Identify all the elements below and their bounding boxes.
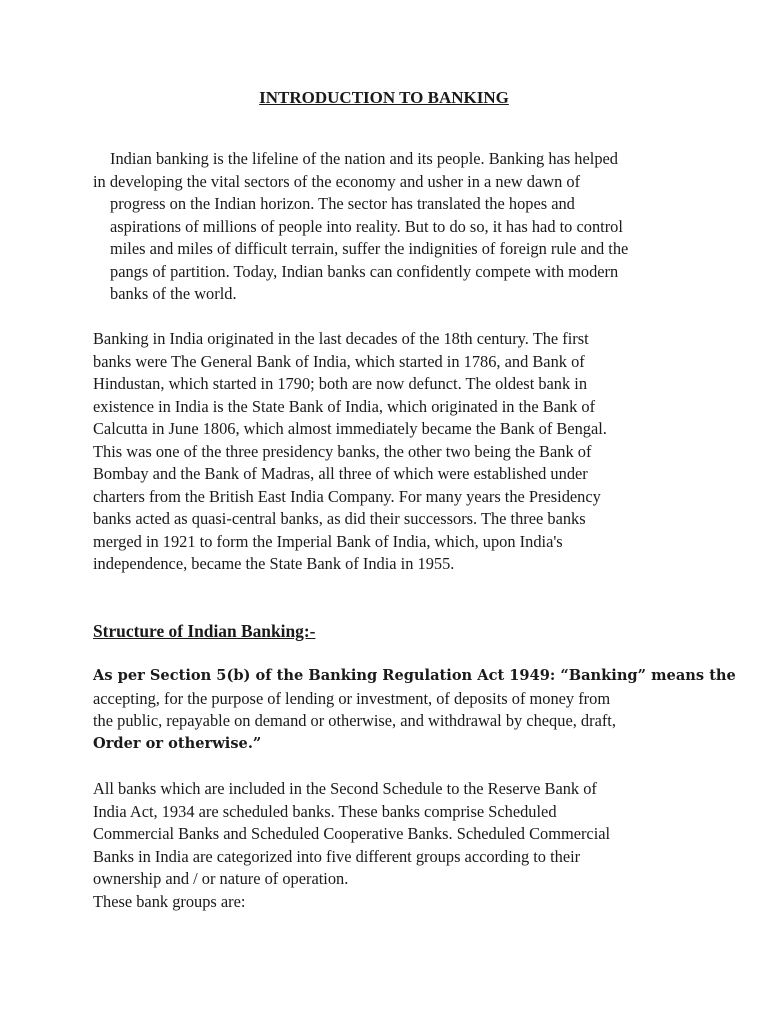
text-line: pangs of partition. Today, Indian banks can confidently compete with modern bbox=[110, 261, 619, 281]
text-line: in developing the vital sectors of the economy and usher in a new dawn of bbox=[93, 171, 581, 191]
text-line: accepting, for the purpose of lending or investment, of deposits of money from bbox=[93, 688, 611, 708]
text-line: merged in 1921 to form the Imperial Bank of India, which, upon India's bbox=[93, 531, 563, 551]
text-line: miles and miles of difficult terrain, suffer the indignities of foreign rule and the bbox=[110, 239, 629, 258]
text-line: banks acted as quasi-central banks, as did their successors. The three banks bbox=[93, 509, 586, 528]
text-line: Bombay and the Bank of Madras, all three of which were established under bbox=[93, 464, 588, 483]
text-line: Hindustan, which started in 1790; both are now defunct. The oldest bank in bbox=[93, 374, 588, 393]
scheduled-banks-paragraph bbox=[93, 778, 683, 913]
text-line: progress on the Indian horizon. The sector has translated the hopes and bbox=[110, 194, 575, 213]
text-line: Calcutta in June 1806, which almost immediately became the Bank of Bengal. bbox=[93, 419, 607, 438]
text-line: banks were The General Bank of India, which started in 1786, and Bank of bbox=[93, 351, 585, 371]
text-line: banks of the world. bbox=[110, 284, 237, 303]
text-line: aspirations of millions of people into reality. But to do so, it has had to control bbox=[110, 216, 623, 236]
text-line: All banks which are included in the Second Schedule to the Reserve Bank of bbox=[93, 779, 597, 798]
text-line: Banks in India are categorized into five different groups according to their bbox=[93, 846, 581, 866]
text-line: Indian banking is the lifeline of the nation and its people. Banking has helped bbox=[110, 149, 618, 168]
text-line: existence in India is the State Bank of India, which originated in the Bank of bbox=[93, 396, 596, 416]
text-line: As per Section 5(b) of the Banking Regulation Act 1949: “Banking” means the bbox=[93, 667, 736, 684]
text-line: ownership and / or nature of operation. bbox=[93, 869, 349, 888]
history-paragraph bbox=[93, 328, 683, 576]
text-line: India Act, 1934 are scheduled banks. These banks comprise Scheduled bbox=[93, 801, 557, 821]
text-line: the public, repayable on demand or otherwise, and withdrawal by cheque, draft, bbox=[93, 711, 616, 730]
section-heading: Structure of Indian Banking:- bbox=[93, 621, 316, 641]
text-line: independence, became the State Bank of India in 1955. bbox=[93, 554, 455, 573]
text-line: charters from the British East India Company. For many years the Presidency bbox=[93, 486, 601, 506]
text-line: Commercial Banks and Scheduled Cooperative Banks. Scheduled Commercial bbox=[93, 824, 611, 843]
text-line: Banking in India originated in the last decades of the 18th century. The first bbox=[93, 329, 589, 348]
text-line: These bank groups are: bbox=[93, 891, 246, 911]
text-line: Order or otherwise.” bbox=[93, 734, 262, 752]
text-line: This was one of the three presidency banks, the other two being the Bank of bbox=[93, 441, 592, 461]
intro-paragraph bbox=[93, 148, 683, 306]
document-title: INTRODUCTION TO BANKING bbox=[259, 88, 509, 107]
definition-paragraph bbox=[93, 665, 736, 755]
